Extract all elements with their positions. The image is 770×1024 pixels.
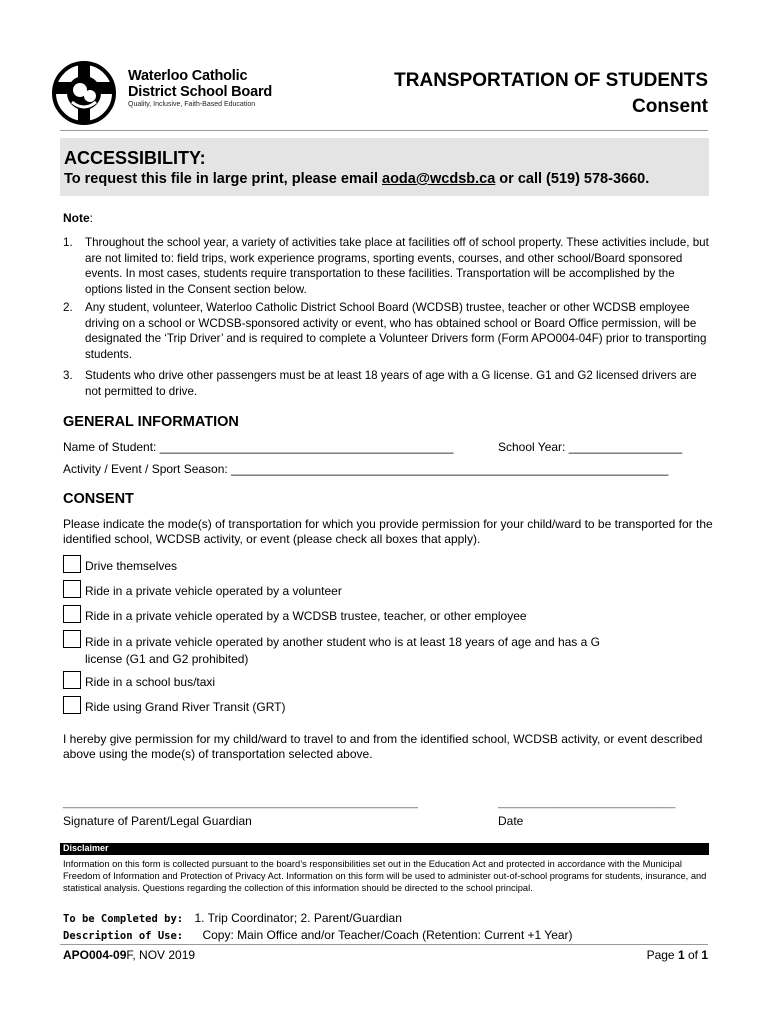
completed-by-label: To be Completed by: [63, 913, 184, 925]
school-year-label: School Year: [498, 440, 569, 454]
accessibility-email-link[interactable]: aoda@wcdsb.ca [382, 171, 496, 187]
option-label: Ride in a private vehicle operated by a WCDSB trustee, teacher, or other employee [85, 609, 527, 623]
note-item-number: 1. [63, 236, 73, 249]
checkbox-staff-vehicle[interactable] [63, 605, 81, 623]
accessibility-text [64, 171, 649, 187]
description-of-use-label: Description of Use: [63, 930, 184, 942]
org-name-line1: Waterloo Catholic [128, 68, 248, 84]
note-item-1 [63, 235, 713, 297]
page-current: 1 [677, 948, 685, 962]
form-code [63, 948, 195, 962]
cross-emblem-icon [52, 60, 122, 126]
accessibility-text-before: To request this file in large print, please email [64, 171, 383, 187]
signature-label: Signature of Parent/Legal Guardian [63, 814, 252, 828]
note-label-text: Note [63, 211, 90, 225]
page-of: of [684, 948, 702, 962]
description-of-use-row [63, 928, 573, 942]
checkbox-school-bus[interactable] [63, 671, 81, 689]
note-item-number: 3. [63, 369, 73, 382]
school-year-field[interactable] [498, 440, 682, 454]
disclaimer-bar [60, 843, 709, 855]
page-title: TRANSPORTATION OF STUDENTS [394, 70, 708, 91]
date-label: Date [498, 814, 524, 828]
option-label: Ride in a school bus/taxi [85, 675, 216, 689]
disclaimer-text: Information on this form is collected pursuant to the board’s responsibilities set out in the Education Act and protected in accordance with the Municipal Freedom of Information and Protection of Privacy Act. Information on this form will be used to administer out-of-school programs for students, insurance, and statistical analysis. Questions regarding the collection of this information should be directed to the school principal. [63, 859, 707, 894]
signature-line[interactable]: __________________________________________________________ [63, 797, 418, 809]
checkbox-grt[interactable] [63, 696, 81, 714]
school-year-blank: _________________ [568, 440, 683, 454]
activity-label: Activity / Event / Sport Season: [63, 462, 232, 476]
description-of-use-value: Copy: Main Office and/or Teacher/Coach (Retention: Current +1 Year) [202, 928, 573, 942]
org-tagline: Quality, Inclusive, Faith-Based Education [128, 101, 256, 108]
student-name-label: Name of Student: [63, 440, 160, 454]
consent-intro: Please indicate the mode(s) of transportation for which you provide permission for your child/ward to be transported for the identified school, WCDSB activity, or event (please check all boxes that apply). [63, 517, 713, 546]
consent-heading: CONSENT [63, 491, 134, 507]
footer-divider [60, 944, 708, 945]
note-item-3 [63, 368, 713, 399]
option-label: Ride using Grand River Transit (GRT) [85, 700, 286, 714]
page-prefix: Page [646, 948, 678, 962]
note-item-text: Any student, volunteer, Waterloo Catholic District School Board (WCDSB) trustee, teacher or other WCDSB employee driving on a school or WCDSB-sponsored activity or event, who has obtained school or Board Office permission, will be designated the ‘Trip Driver’ and is required to complete a Volunteer Drivers form (Form APO004-04F) prior to transporting students. [85, 301, 707, 361]
page-number [647, 948, 708, 962]
form-code-bold: APO004-09 [63, 948, 127, 962]
accessibility-heading: ACCESSIBILITY: [64, 148, 206, 168]
activity-blank: __________________________________________________________________ [231, 462, 669, 476]
page-total: 1 [701, 948, 708, 962]
completed-by-row [63, 911, 402, 925]
checkbox-drive-themselves[interactable] [63, 555, 81, 573]
date-line[interactable]: _____________________________ [498, 797, 676, 809]
header-divider [60, 130, 708, 131]
option-label: Drive themselves [85, 559, 178, 573]
note-item-2 [63, 300, 713, 362]
option-label: Ride in a private vehicle operated by a volunteer [85, 584, 342, 598]
org-name-line2: District School Board [128, 84, 273, 100]
form-code-suffix: F, NOV 2019 [126, 948, 196, 962]
note-item-text: Throughout the school year, a variety of activities take place at facilities off of school property. These activities include, but are not limited to: field trips, work experience programs, sporting events, courses, and other school/Board sponsored events. In most cases, students require transportation to these facilities. Transportation will be accomplished by the options listed in the Consent section below. [85, 236, 709, 296]
activity-field[interactable] [63, 462, 668, 476]
note-label [63, 211, 93, 225]
general-info-heading: GENERAL INFORMATION [63, 414, 239, 430]
option-label: Ride in a private vehicle operated by another student who is at least 18 years of age and has a G license (G1 and G2 prohibited) [85, 635, 600, 666]
completed-by-value: 1. Trip Coordinator; 2. Parent/Guardian [194, 911, 402, 925]
checkbox-volunteer-vehicle[interactable] [63, 580, 81, 598]
accessibility-text-after: or call (519) 578-3660. [495, 171, 650, 187]
student-name-field[interactable] [63, 440, 453, 454]
note-colon: : [89, 211, 94, 225]
note-item-text: Students who drive other passengers must be at least 18 years of age with a G license. G1 and G2 licensed drivers are not permitted to drive. [85, 369, 697, 398]
checkbox-student-vehicle[interactable] [63, 630, 81, 648]
disclaimer-heading: Disclaimer [63, 843, 109, 853]
student-name-blank: ____________________________________________ [159, 440, 454, 454]
note-item-number: 2. [63, 301, 73, 314]
page-subtitle: Consent [632, 96, 708, 117]
permission-statement: I hereby give permission for my child/ward to travel to and from the identified school, WCDSB activity, or event described above using the mode(s) of transportation selected above. [63, 732, 703, 761]
